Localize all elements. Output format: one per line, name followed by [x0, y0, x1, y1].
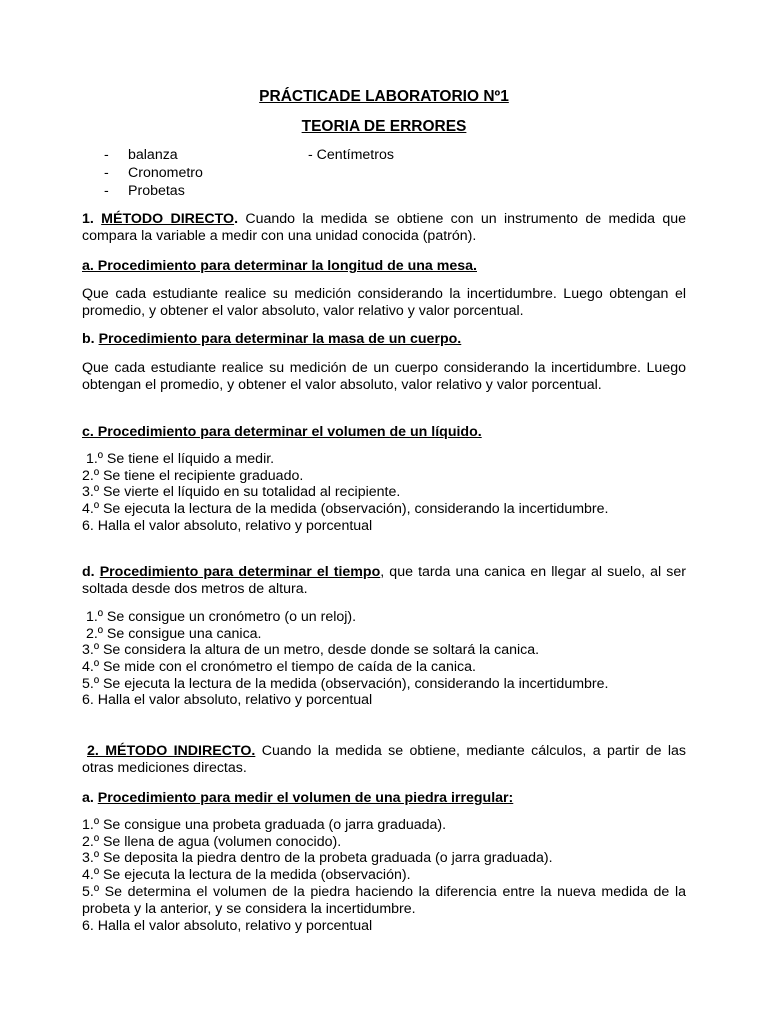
list-item: 2.º Se tiene el recipiente graduado. — [82, 467, 304, 484]
subsection-b-text: Que cada estudiante realice su medición de un cuerpo considerando la incertidumbre. Luego obtengan el promedio, y obtener el valor absoluto, valor relativo y valor porcentual. — [82, 360, 686, 393]
subsection-c-heading: c. Procedimiento para determinar el volumen de un líquido. — [82, 424, 482, 440]
materials-item: - Cronometro — [104, 165, 203, 181]
list-item: 6. Halla el valor absoluto, relativo y porcentual — [82, 917, 373, 934]
subsection-a2-steps — [82, 817, 686, 934]
list-item: 1.º Se consigue un cronómetro (o un reloj). — [82, 609, 357, 625]
materials-item: - Probetas — [104, 183, 185, 199]
subsection-a-text: Que cada estudiante realice su medición considerando la incertidumbre. Luego obtengan el promedio, y obtener el valor absoluto, valor relativo y valor porcentual. — [82, 286, 686, 319]
section1-heading: MÉTODO DIRECTO — [101, 211, 235, 227]
subsection-a-heading: a. Procedimiento para determinar la longitud de una mesa. — [82, 258, 477, 274]
subsection-b-heading: b. Procedimiento para determinar la masa de un cuerpo. — [82, 331, 462, 347]
section2-heading: 2. MÉTODO INDIRECTO. — [87, 743, 256, 759]
list-item: 4.º Se ejecuta la lectura de la medida (observación). — [82, 867, 411, 884]
list-item: 5.º Se determina el volumen de la piedra haciendo la diferencia entre la nueva medida de la probeta y la anterior, y se considera la incertidumbre. — [82, 883, 686, 917]
list-item: 3.º Se deposita la piedra dentro de la probeta graduada (o jarra graduada). — [82, 850, 553, 867]
subsection-d-steps — [82, 609, 686, 709]
list-item: 5.º Se ejecuta la lectura de la medida (observación), considerando la incertidumbre. — [82, 675, 609, 692]
list-item: 2.º Se consigue una canica. — [82, 625, 262, 642]
subsection-a2-heading: a. Procedimiento para medir el volumen de una piedra irregular: — [82, 790, 514, 806]
document-subtitle: TEORIA DE ERRORES — [301, 118, 467, 135]
subsection-d-paragraph: d. Procedimiento para determinar el tiempo, que tarda una canica en llegar al suelo, al ser soltada desde dos metros de altura. — [82, 564, 686, 597]
list-item: 4.º Se mide con el cronómetro el tiempo de caída de la canica. — [82, 659, 476, 676]
list-item: 6. Halla el valor absoluto, relativo y porcentual — [82, 692, 373, 709]
materials-item: - balanza — [104, 147, 178, 163]
list-item: 6. Halla el valor absoluto, relativo y porcentual — [82, 517, 373, 534]
list-item: 3.º Se vierte el líquido en su totalidad al recipiente. — [82, 484, 401, 501]
list-item: 1.º Se consigue una probeta graduada (o jarra graduada). — [82, 817, 447, 833]
section2-paragraph: 2. MÉTODO INDIRECTO. Cuando la medida se obtiene, mediante cálculos, a partir de las otras mediciones directas. — [82, 743, 686, 776]
section1-paragraph: 1. MÉTODO DIRECTO. Cuando la medida se obtiene con un instrumento de medida que compara la variable a medir con una unidad conocida (patrón). — [82, 211, 686, 244]
subsection-c-steps — [82, 451, 686, 534]
list-item: 2.º Se llena de agua (volumen conocido). — [82, 833, 342, 850]
list-item: 4.º Se ejecuta la lectura de la medida (observación), considerando la incertidumbre. — [82, 501, 609, 518]
list-item: 3.º Se considera la altura de un metro, desde donde se soltará la canica. — [82, 642, 540, 659]
list-item: 1.º Se tiene el líquido a medir. — [82, 451, 275, 467]
document-title: PRÁCTICADE LABORATORIO Nº1 — [259, 88, 509, 105]
materials-item-column2: - Centímetros — [308, 147, 394, 163]
